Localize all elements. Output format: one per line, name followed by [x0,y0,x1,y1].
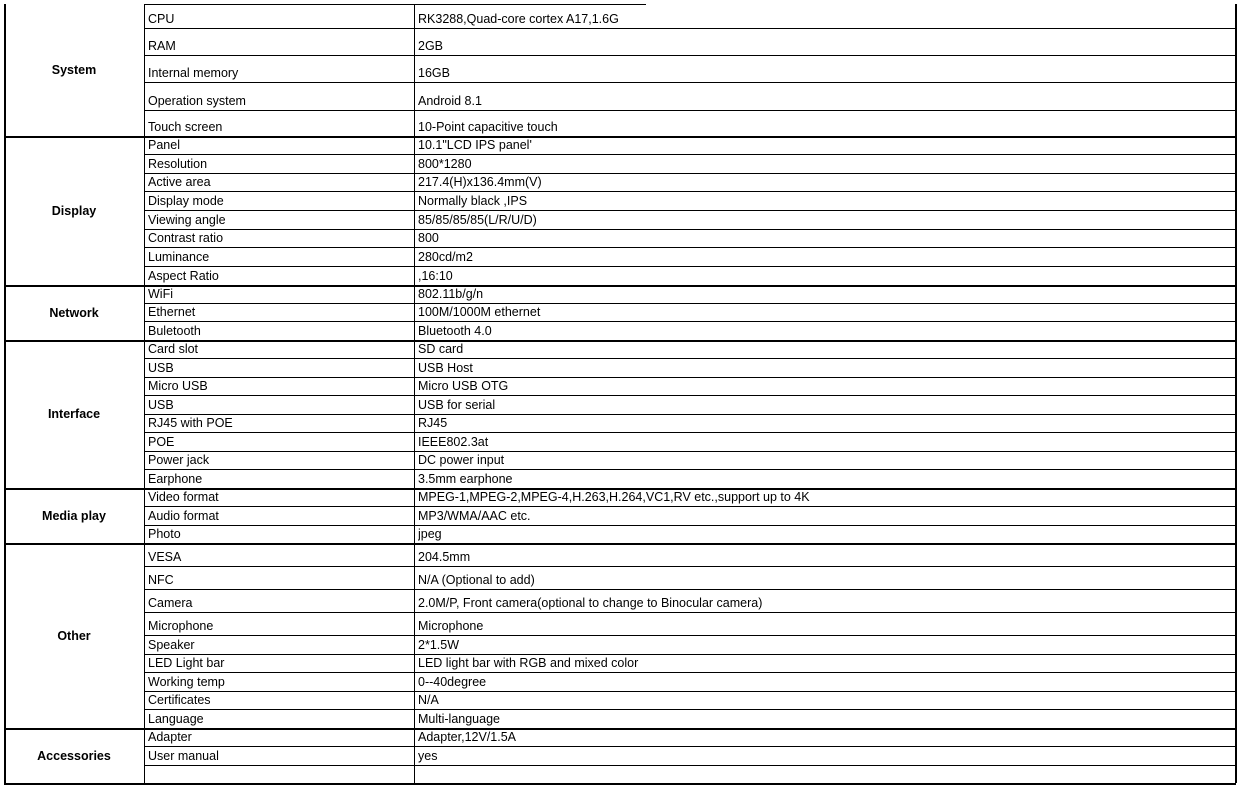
spec-value: USB Host [418,361,473,375]
spec-label: LED Light bar [148,656,225,670]
row-divider [144,589,1236,590]
spec-value: 3.5mm earphone [418,472,513,486]
spec-label [148,766,412,782]
spec-value: DC power input [418,453,505,467]
spec-value: MP3/WMA/AAC etc. [418,509,531,523]
spec-label: Display mode [148,194,224,208]
spec-label: Touch screen [148,120,223,134]
spec-label: Panel [148,138,180,152]
spec-value: ,16:10 [418,269,453,283]
row-divider [144,358,1236,359]
spec-value: 10-Point capacitive touch [418,120,558,134]
row-divider [144,82,1236,83]
spec-label: Buletooth [148,324,201,338]
group-label-media-play: Media play [42,508,106,523]
row-divider [144,28,1236,29]
spec-value: 800*1280 [418,157,472,171]
spec-value: 2.0M/P, Front camera(optional to change to Binocular camera) [418,596,763,610]
row-divider [144,321,1236,322]
spec-label: Earphone [148,472,203,486]
spec-value: Microphone [418,619,484,633]
group-label-accessories: Accessories [37,748,111,763]
spec-value: 802.11b/g/n [418,287,484,301]
row-divider [144,635,1236,636]
spec-value: N/A [418,693,439,707]
spec-label: Speaker [148,638,195,652]
row-divider [144,612,1236,613]
spec-label: Adapter [148,730,192,744]
group-label-network: Network [49,305,99,320]
column-divider [144,4,145,783]
column-divider [414,4,415,783]
group-label-system: System [51,63,97,77]
spec-value: 2GB [418,39,444,53]
spec-value: RK3288,Quad-core cortex A17,1.6G [418,12,619,26]
spec-value: MPEG-1,MPEG-2,MPEG-4,H.263,H.264,VC1,RV etc.,support up to 4K [418,490,810,504]
spec-label: CPU [148,12,175,26]
spec-label: RAM [148,39,176,53]
row-divider [144,672,1236,673]
group-label-interface: Interface [47,407,101,421]
spec-label: Certificates [148,693,211,707]
spec-value: LED light bar with RGB and mixed color [418,656,639,670]
spec-value [418,766,1232,782]
spec-label: Power jack [148,453,210,467]
spec-value: 85/85/85/85(L/R/U/D) [418,213,537,227]
row-divider [144,4,646,5]
row-divider [144,110,1236,111]
spec-label: Micro USB [148,379,208,393]
spec-value: 280cd/m2 [418,250,473,264]
spec-label: Video format [148,490,219,504]
spec-label: Photo [148,527,181,541]
spec-label: USB [148,398,174,412]
spec-value: 16GB [418,66,450,80]
spec-value: Bluetooth 4.0 [418,324,492,338]
spec-label: VESA [148,550,182,564]
row-divider [144,746,1236,747]
spec-value: 204.5mm [418,550,471,564]
row-divider [144,506,1236,507]
spec-value: Adapter,12V/1.5A [418,730,516,744]
spec-value: 2*1.5W [418,638,459,652]
spec-label: Working temp [148,675,225,689]
spec-value: yes [418,749,438,763]
spec-value: SD card [418,342,464,356]
column-divider [1235,4,1237,783]
spec-label: Internal memory [148,66,239,80]
row-divider [144,191,1236,192]
spec-label: Microphone [148,619,214,633]
spec-label: WiFi [148,287,173,301]
spec-value: RJ45 [418,416,448,430]
spec-value: 100M/1000M ethernet [418,305,541,319]
row-divider [144,55,1236,56]
spec-label: User manual [148,749,219,763]
spec-label: Contrast ratio [148,231,224,245]
spec-label: Operation system [148,94,246,108]
spec-value: Micro USB OTG [418,379,509,393]
spec-value: N/A (Optional to add) [418,573,535,587]
row-divider [4,783,1236,785]
row-divider [144,709,1236,710]
group-label-other: Other [57,628,91,643]
spec-label: NFC [148,573,174,587]
row-divider [144,266,1236,267]
row-divider [4,543,1236,545]
spec-value: 217.4(H)x136.4mm(V) [418,175,542,189]
spec-label: Card slot [148,342,199,356]
spec-value: jpeg [418,527,442,541]
spec-label: USB [148,361,174,375]
spec-value: 800 [418,231,439,245]
spec-label: Luminance [148,250,210,264]
group-label-display: Display [51,203,97,218]
row-divider [144,154,1236,155]
spec-label: Resolution [148,157,208,171]
spec-value: Multi-language [418,712,500,726]
spec-value: Normally black ,IPS [418,194,528,208]
spec-label: Viewing angle [148,213,226,227]
row-divider [144,566,1236,567]
spec-value: USB for serial [418,398,496,412]
spec-label: Aspect Ratio [148,269,219,283]
row-divider [144,210,1236,211]
row-divider [144,247,1236,248]
row-divider [144,469,1236,470]
spec-label: Camera [148,596,193,610]
spec-value: 10.1"LCD IPS panel' [418,138,532,152]
spec-label: Ethernet [148,305,196,319]
spec-label: POE [148,435,175,449]
spec-label: Language [148,712,204,726]
spec-label: Audio format [148,509,219,523]
spec-label: Active area [148,175,211,189]
spec-label: RJ45 with POE [148,416,233,430]
row-divider [144,395,1236,396]
spec-value: Android 8.1 [418,94,482,108]
spec-value: IEEE802.3at [418,435,489,449]
row-divider [144,432,1236,433]
spec-value: 0--40degree [418,675,487,689]
